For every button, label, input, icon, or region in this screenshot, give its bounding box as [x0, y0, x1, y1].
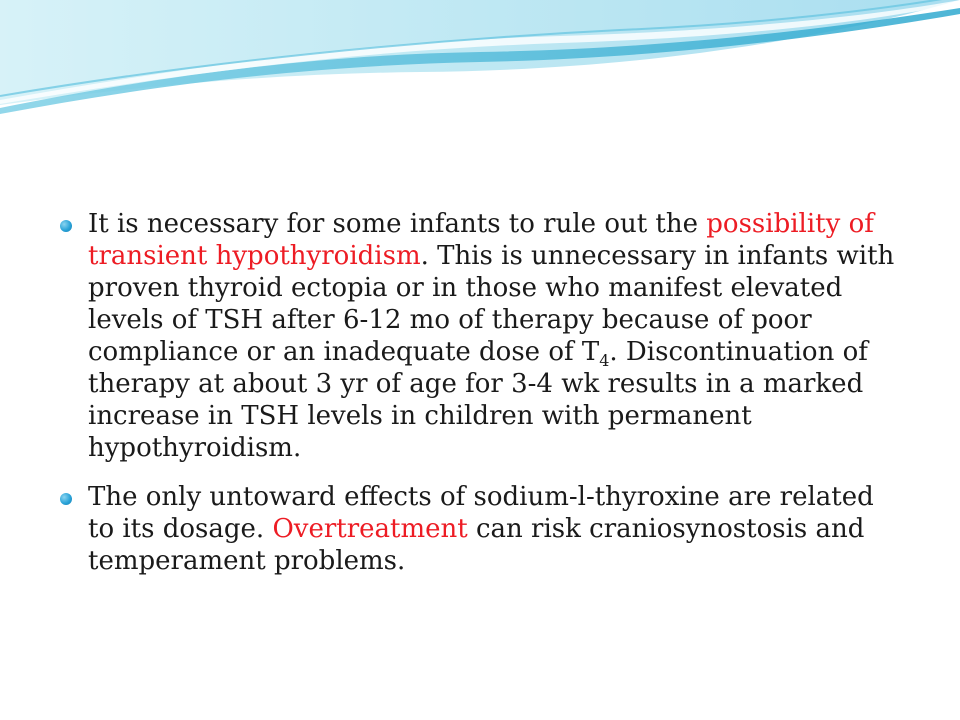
bullet-2-text-2: can risk craniosynostosis and temperament problems. [88, 514, 865, 576]
slide-content [60, 208, 905, 594]
bullet-item-1 [60, 208, 905, 464]
bullet-2-highlight: Overtreatment [272, 514, 468, 544]
bullet-1-text-1: It is necessary for some infants to rule out the [88, 209, 707, 239]
bullet-1-text-3: . Discontinuation of therapy at about 3 yr of age for 3-4 wk results in a marked increase in TSH levels in children with permanent hypothyroidism. [88, 337, 868, 463]
bullet-point-icon [60, 493, 72, 505]
bullet-1-text-2: . This is unnecessary in infants with proven thyroid ectopia or in those who manifest elevated levels of TSH after 6-12 mo of therapy because of poor compliance or an inadequate dose of T [88, 241, 895, 367]
bullet-point-icon [60, 220, 72, 232]
bullet-1-subscript: 4 [599, 351, 610, 370]
bullet-1-highlight: possibility of transient hypothyroidism [88, 209, 874, 271]
header-wave-decoration [0, 0, 960, 120]
bullet-2-text-1: The only untoward effects of sodium-l-thyroxine are related to its dosage. [88, 482, 874, 544]
bullet-item-2 [60, 481, 905, 577]
